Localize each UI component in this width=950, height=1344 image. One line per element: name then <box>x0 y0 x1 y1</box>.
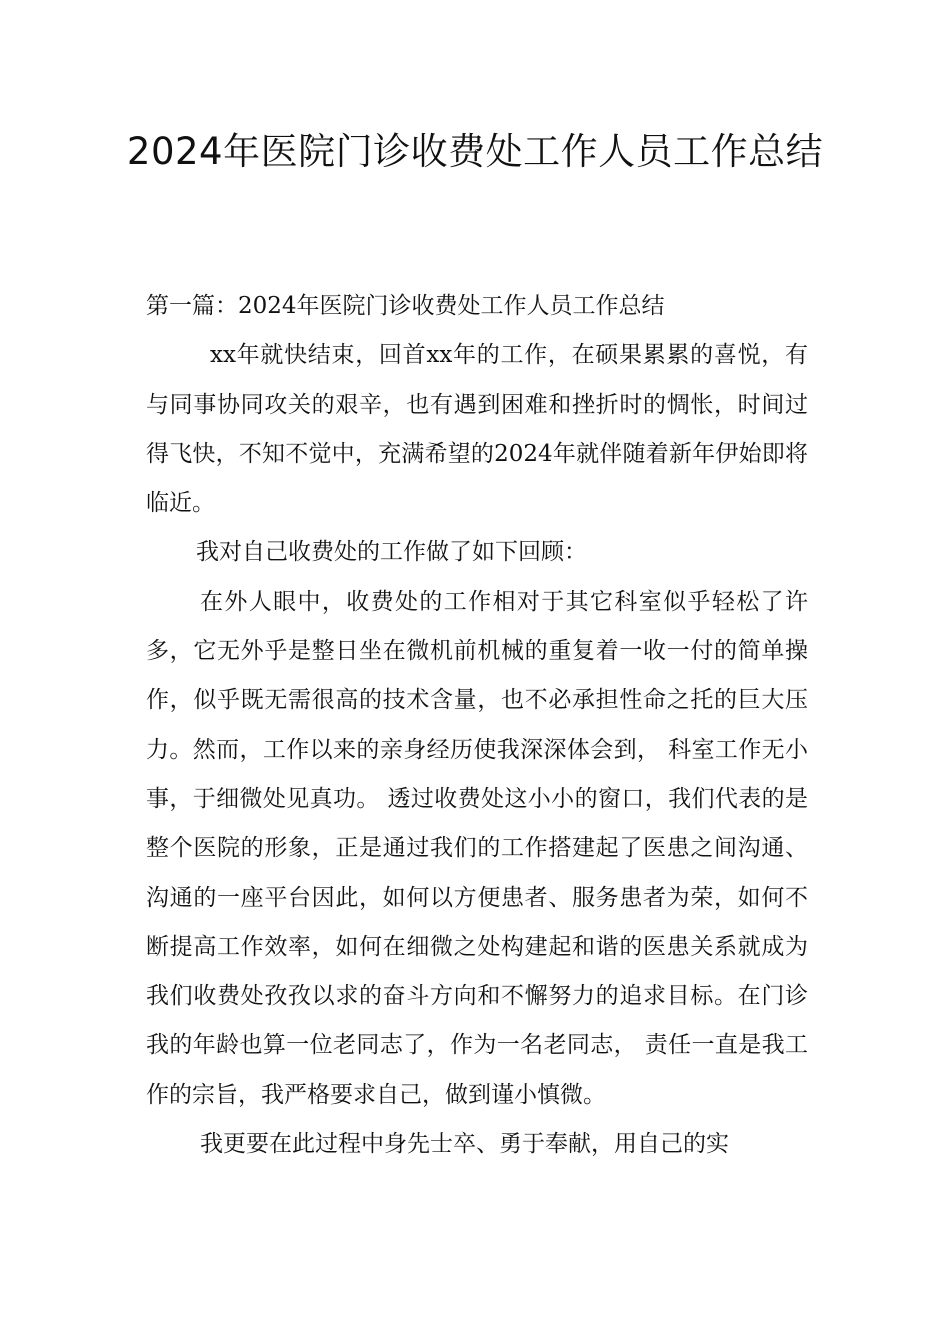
body-paragraph: 我对自己收费处的工作做了如下回顾： <box>196 539 587 566</box>
section-heading: 第一篇：2024年医院门诊收费处工作人员工作总结 <box>146 293 665 319</box>
body-paragraph: 在外人眼中，收费处的工作相对于其它科室似乎轻松了许多，它无外乎是整日坐在微机前机械的重复着一收一付的简单操作，似乎既无需很高的技术含量，也不必承担性命之托的巨大压力。然而，工作以来的亲身经历使我深深体会到， 科室工作无小事，于细微处见真功。 透过收费处这小小的窗口，我们代表的是整个医院的形象，正是通过我们的工作搭建起了医患之间沟通、沟通的一座平台因此，如何以方便患者、服务患者为荣，如何不断提高工作效率，如何在细微之处构建起和谐的医患关系就成为我们收费处孜孜以求的奋斗方向和不懈努力的追求目标。在门诊我的年龄也算一位老同志了，作为一名老同志， 责任一直是我工作的宗旨，我严格要求自己，做到谨小慎微。 <box>146 588 808 1108</box>
body-paragraph: xx年就快结束，回首xx年的工作，在硕果累累的喜悦，有与同事协同攻关的艰辛，也有遇到困难和挫折时的惆怅，时间过得飞快，不知不觉中，充满希望的2024年就伴随着新年伊始即将临近。 <box>146 342 808 517</box>
document-body <box>146 282 808 1169</box>
document-title: 2024年医院门诊收费处工作人员工作总结 <box>126 130 824 173</box>
body-paragraph: 我更要在此过程中身先士卒、勇于奉献，用自己的实 <box>200 1131 729 1158</box>
